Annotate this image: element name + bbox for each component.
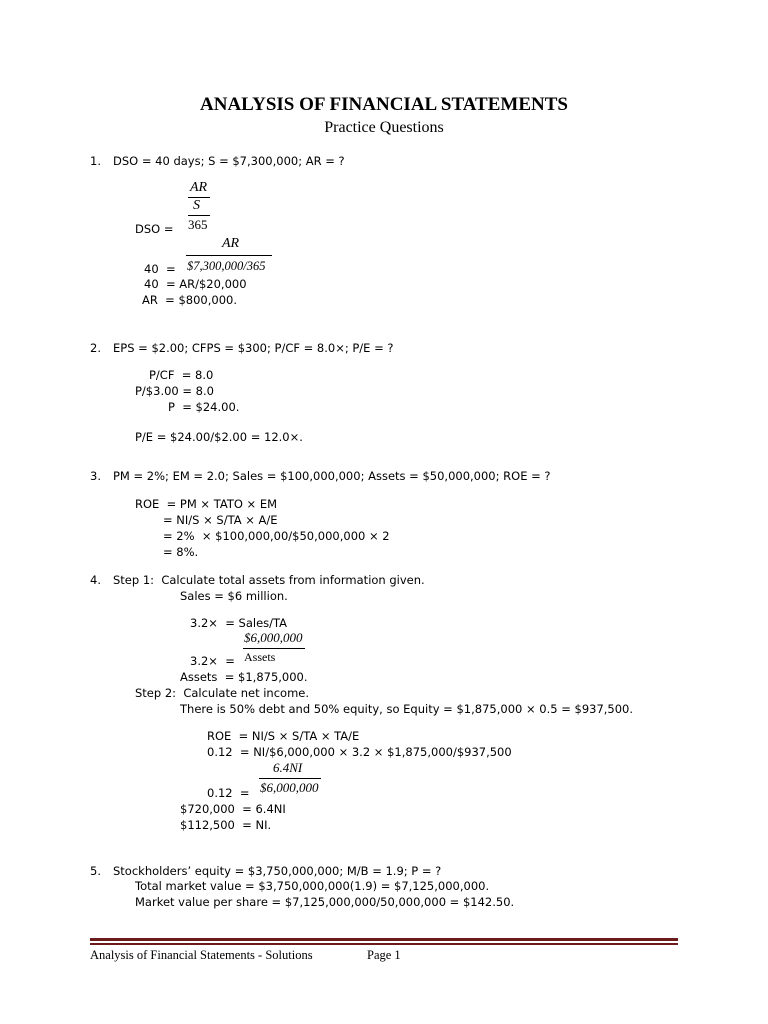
q1-line-40a: 40 =: [144, 262, 176, 276]
q3-line-4: = 8%.: [163, 545, 199, 559]
q4-step1: Step 1: Calculate total assets from information given.: [113, 573, 425, 587]
q4-frac-den: Assets: [244, 650, 276, 664]
q3-line-1: ROE = PM × TATO × EM: [135, 497, 278, 511]
q1-frac-ar: AR: [190, 180, 208, 195]
q5-number: 5.: [90, 864, 101, 878]
q2-line-4: P/E = $24.00/$2.00 = 12.0×.: [135, 430, 303, 444]
q4-debt-equity: There is 50% debt and 50% equity, so Equity = $1,875,000 × 0.5 = $937,500.: [180, 702, 634, 716]
q3-question: PM = 2%; EM = 2.0; Sales = $100,000,000; Assets = $50,000,000; ROE = ?: [113, 469, 551, 483]
q2-line-2: P/$3.00 = 8.0: [135, 384, 214, 398]
q1-frac-s: S: [193, 198, 200, 213]
q1-line-ar: AR = $800,000.: [142, 293, 237, 307]
q1-frac2-bar: [186, 255, 272, 256]
q5-question: Stockholders’ equity = $3,750,000,000; M/B = 1.9; P = ?: [113, 864, 442, 878]
q5-line-1: Total market value = $3,750,000,000(1.9) = $7,125,000,000.: [135, 879, 490, 893]
q4-line-720: $720,000 = 6.4NI: [180, 802, 286, 816]
footer-rule-thin: [90, 943, 678, 945]
q4-frac2-den: $6,000,000: [260, 780, 319, 795]
q2-line-1: P/CF = 8.0: [149, 368, 214, 382]
q1-dso-label: DSO =: [135, 222, 174, 236]
q4-frac2-bar: [259, 778, 321, 779]
q1-question: DSO = 40 days; S = $7,300,000; AR = ?: [113, 154, 345, 168]
q2-number: 2.: [90, 341, 101, 355]
q2-line-3: P = $24.00.: [168, 400, 240, 414]
q3-number: 3.: [90, 469, 101, 483]
q3-line-2: = NI/S × S/TA × A/E: [163, 513, 278, 527]
q1-frac2-num: AR: [222, 236, 240, 251]
page-subtitle: Practice Questions: [324, 119, 444, 136]
footer-title: Analysis of Financial Statements - Solutions: [90, 948, 313, 962]
q2-question: EPS = $2.00; CFPS = $300; P/CF = 8.0×; P/E = ?: [113, 341, 394, 355]
footer-page-number: Page 1: [367, 948, 401, 962]
q4-frac-num: $6,000,000: [244, 630, 303, 645]
q4-frac2-num: 6.4NI: [273, 760, 303, 775]
q3-line-3: = 2% × $100,000,00/$50,000,000 × 2: [163, 529, 390, 543]
q1-line-40b: 40 = AR/$20,000: [144, 277, 247, 291]
q1-number: 1.: [90, 154, 101, 168]
q4-line-012a: 0.12 = NI/$6,000,000 × 3.2 × $1,875,000/$937,500: [207, 745, 512, 759]
q4-roe: ROE = NI/S × S/TA × TA/E: [207, 729, 360, 743]
footer-rule-thick: [90, 938, 678, 941]
q5-line-2: Market value per share = $7,125,000,000/50,000,000 = $142.50.: [135, 895, 515, 909]
q4-step2: Step 2: Calculate net income.: [135, 686, 310, 700]
page-title: ANALYSIS OF FINANCIAL STATEMENTS: [200, 94, 568, 115]
q1-frac-365: 365: [188, 217, 208, 232]
q4-line-32a: 3.2× = Sales/TA: [190, 616, 288, 630]
q4-frac-bar: [243, 648, 305, 649]
q4-line-012b: 0.12 =: [207, 786, 250, 800]
q4-line-32b: 3.2× =: [190, 654, 235, 668]
q1-frac2-den: $7,300,000/365: [187, 259, 266, 273]
q4-line-112: $112,500 = NI.: [180, 818, 272, 832]
q4-sales: Sales = $6 million.: [180, 589, 288, 603]
q4-assets: Assets = $1,875,000.: [180, 670, 308, 684]
q1-frac-bar-inner: [188, 215, 210, 216]
q4-number: 4.: [90, 573, 101, 587]
